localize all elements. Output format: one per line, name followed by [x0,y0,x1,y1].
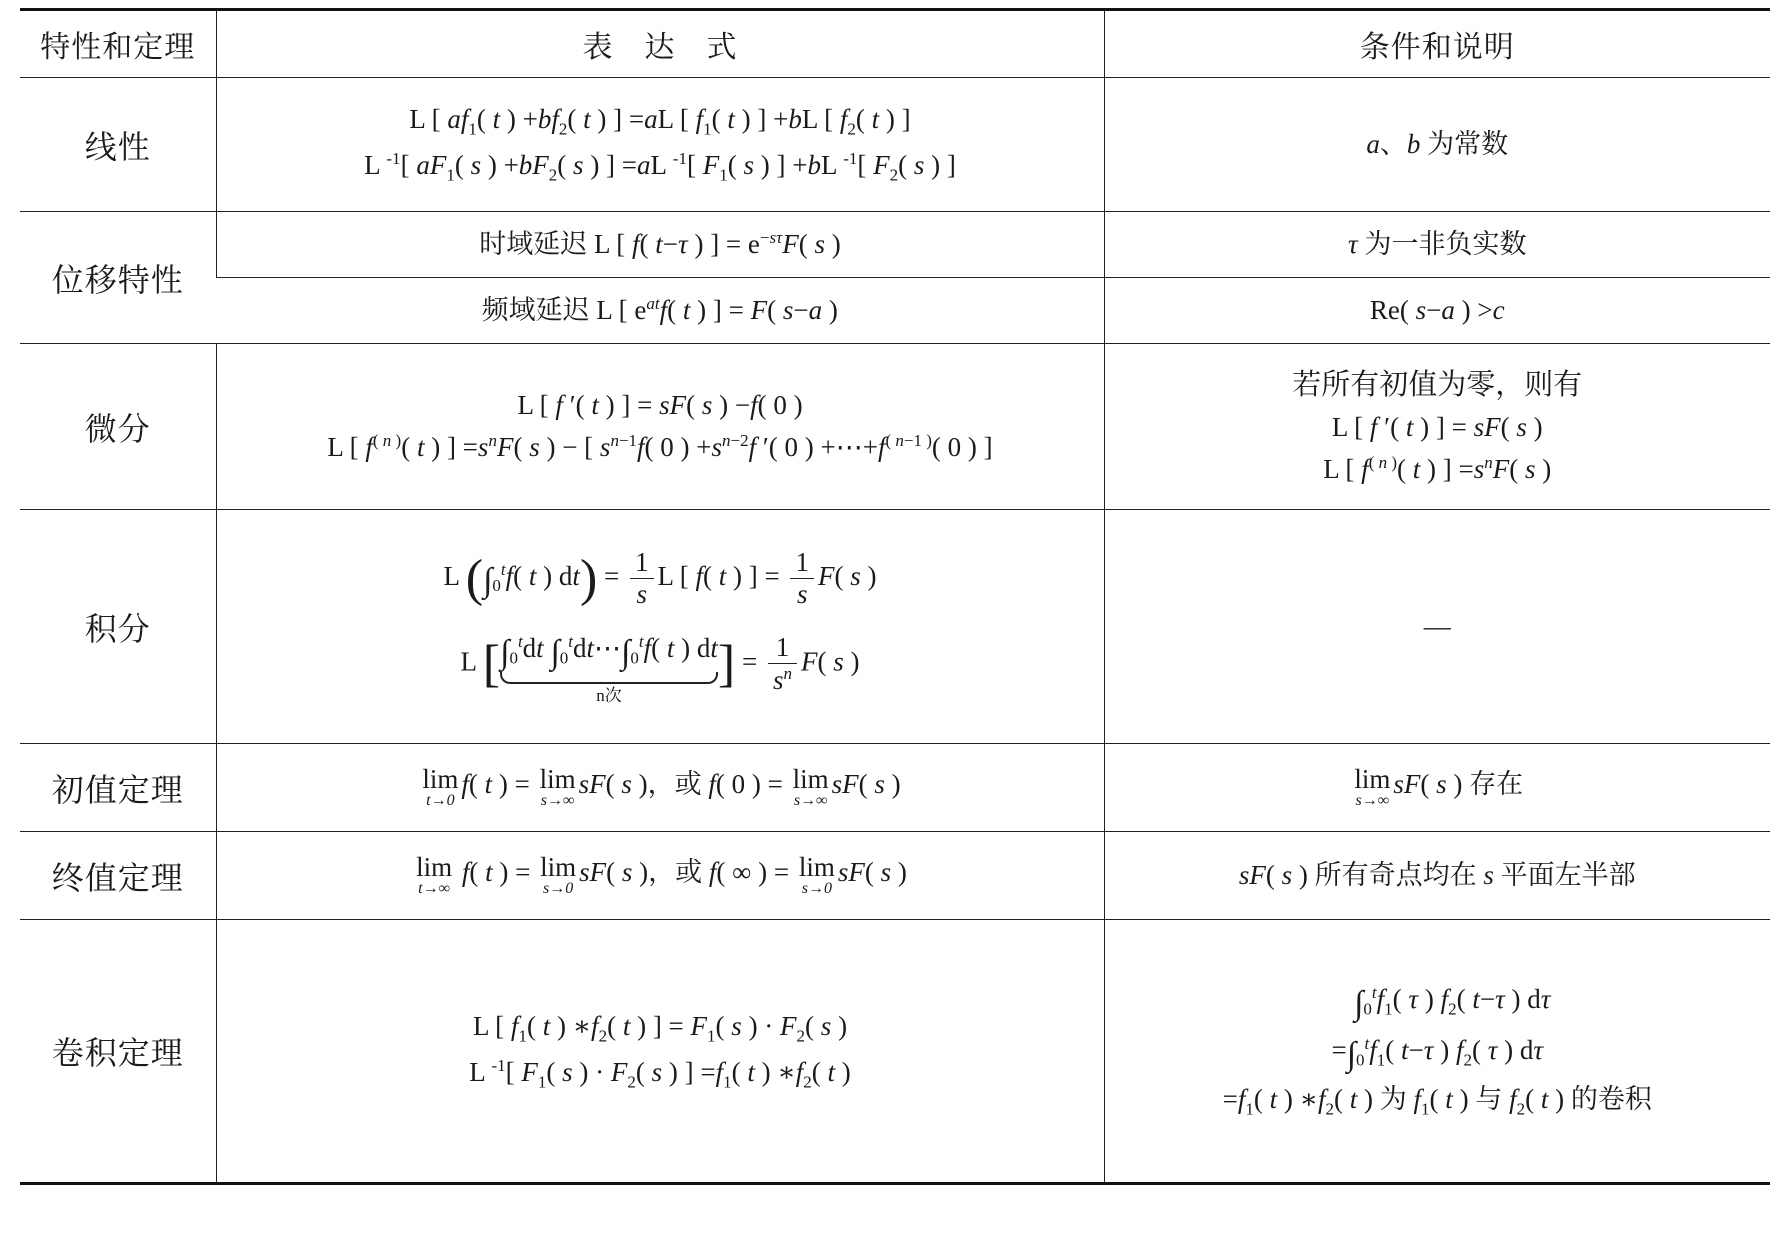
row-name-final: 终值定理 [20,832,216,920]
expr-final: lim t→∞ f( t ) = lim s→0 sF( s )，或 f( ∞ ) = lim s→0 sF( s ) [216,832,1104,920]
row-name-shift: 位移特性 [20,212,216,344]
header-conditions: 条件和说明 [1104,10,1770,78]
cond-linear-text: 为常数 [1427,128,1509,159]
row-name-diff: 微分 [20,344,216,510]
expr-freq-shift: 频域延迟 L [ $e^{at}f$( t ) ] = F( s−a ) [216,278,1104,344]
time-shift-label: 时域延迟 [479,229,588,260]
final-or: ，或 [648,857,703,889]
initial-or: ，或 [647,769,702,801]
expr-initial: lim t→0 f( t ) = lim s→∞ sF( s )，或 f( 0 ) = lim s→∞ sF( s ) [216,744,1104,832]
cond-freq-shift: Re( s−a ) >c [1104,278,1770,344]
cond-linear: a、b 为常数 [1104,78,1770,212]
cond-final-text2: 平面左半部 [1500,859,1636,891]
row-name-convolution: 卷积定理 [20,920,216,1184]
cond-diff-text: 若所有初值为零，则有 [1292,367,1583,402]
cond-integral: — [1104,510,1770,744]
cond-convolution: $\int_0^tf_1$( τ ) $f_2$( t−τ ) dτ $=\int_0^tf_1$( t−τ ) $f_2$( τ ) dτ $=f_1$( t ) $∗f_2$( t ) 为 $f_1$( t ) 与 $f_2$( t ) 的卷积 [1104,920,1770,1184]
cond-initial: lim s→∞ sF( s ) 存在 [1104,744,1770,832]
cond-final: sF( s ) 所有奇点均在 s 平面左半部 [1104,832,1770,920]
expr-diff: L [ f ′( t ) ] = sF( s ) −f( 0 ) L [ $f^{( n )}$( t ) ] $=s^nF$( s ) − [ $s^{n-1}f$( 0 ) $+s^{n-2}f$ ′( 0 ) $+\cdots+f^{( n-1 )}$( 0 ) ] [216,344,1104,510]
freq-shift-label: 频域延迟 [481,295,590,326]
n-times-label: n次 [596,686,622,706]
laplace-properties-table [20,8,1770,1185]
expr-convolution: L [ $f_1$( t ) $∗f_2$( t ) ] = $F_1$( s ) · $F_2$( s ) L $^{-1}$[ $F_1$( s ) · $F_2$( s ) ] $=f_1$( t ) $∗f_2$( t ) [216,920,1104,1184]
header-property: 特性和定理 [20,10,216,78]
expr-integral: L ($\int_0^tf$( t ) dt) = $\frac{1}{s}$ L [ f( t ) ] = $\frac{1}{s}$ F( s ) L [$\int_0^tdt$ $\int_0^tdt\cdots\int_0^tf$( t ) dt n次 ] = $\frac{1}{s^n}$ F( s ) [216,510,1104,744]
cond-time-shift: τ 为一非负实数 [1104,212,1770,278]
n-times-brace: $\int_0^tdt$ $\int_0^tdt\cdots\int_0^tf$( t ) dt n次 [500,632,718,706]
cond-conv-text1: 为 [1379,1083,1407,1115]
row-name-initial: 初值定理 [20,744,216,832]
cond-conv-text2: 与 [1475,1083,1503,1115]
expr-time-shift: 时域延迟 L [ f( t−τ ) ] = $e^{-s\tau}F$( s ) [216,212,1104,278]
row-name-integral: 积分 [20,510,216,744]
cond-conv-text3: 的卷积 [1570,1083,1652,1115]
header-expression: 表 达 式 [216,10,1104,78]
cond-initial-text: 存在 [1469,769,1524,801]
cond-time-shift-text: 为一非负实数 [1364,228,1527,259]
cond-final-text: 所有奇点均在 [1314,859,1477,891]
cond-diff: 若所有初值为零，则有 L [ f ′( t ) ] = sF( s ) L [ $f^{( n )}$( t ) ] $=s^nF$( s ) [1104,344,1770,510]
row-name-linear: 线性 [20,78,216,212]
expr-linear: L [ $af_1$( t ) $+bf_2$( t ) ] =aL [ $f_1$( t ) ] +bL [ $f_2$( t ) ] L $^{-1}$[ $aF_1$( s ) $+bF_2$( s ) ] =aL $^{-1}$[ $F_1$( s ) ] +bL $^{-1}$[ $F_2$( s ) ] [216,78,1104,212]
